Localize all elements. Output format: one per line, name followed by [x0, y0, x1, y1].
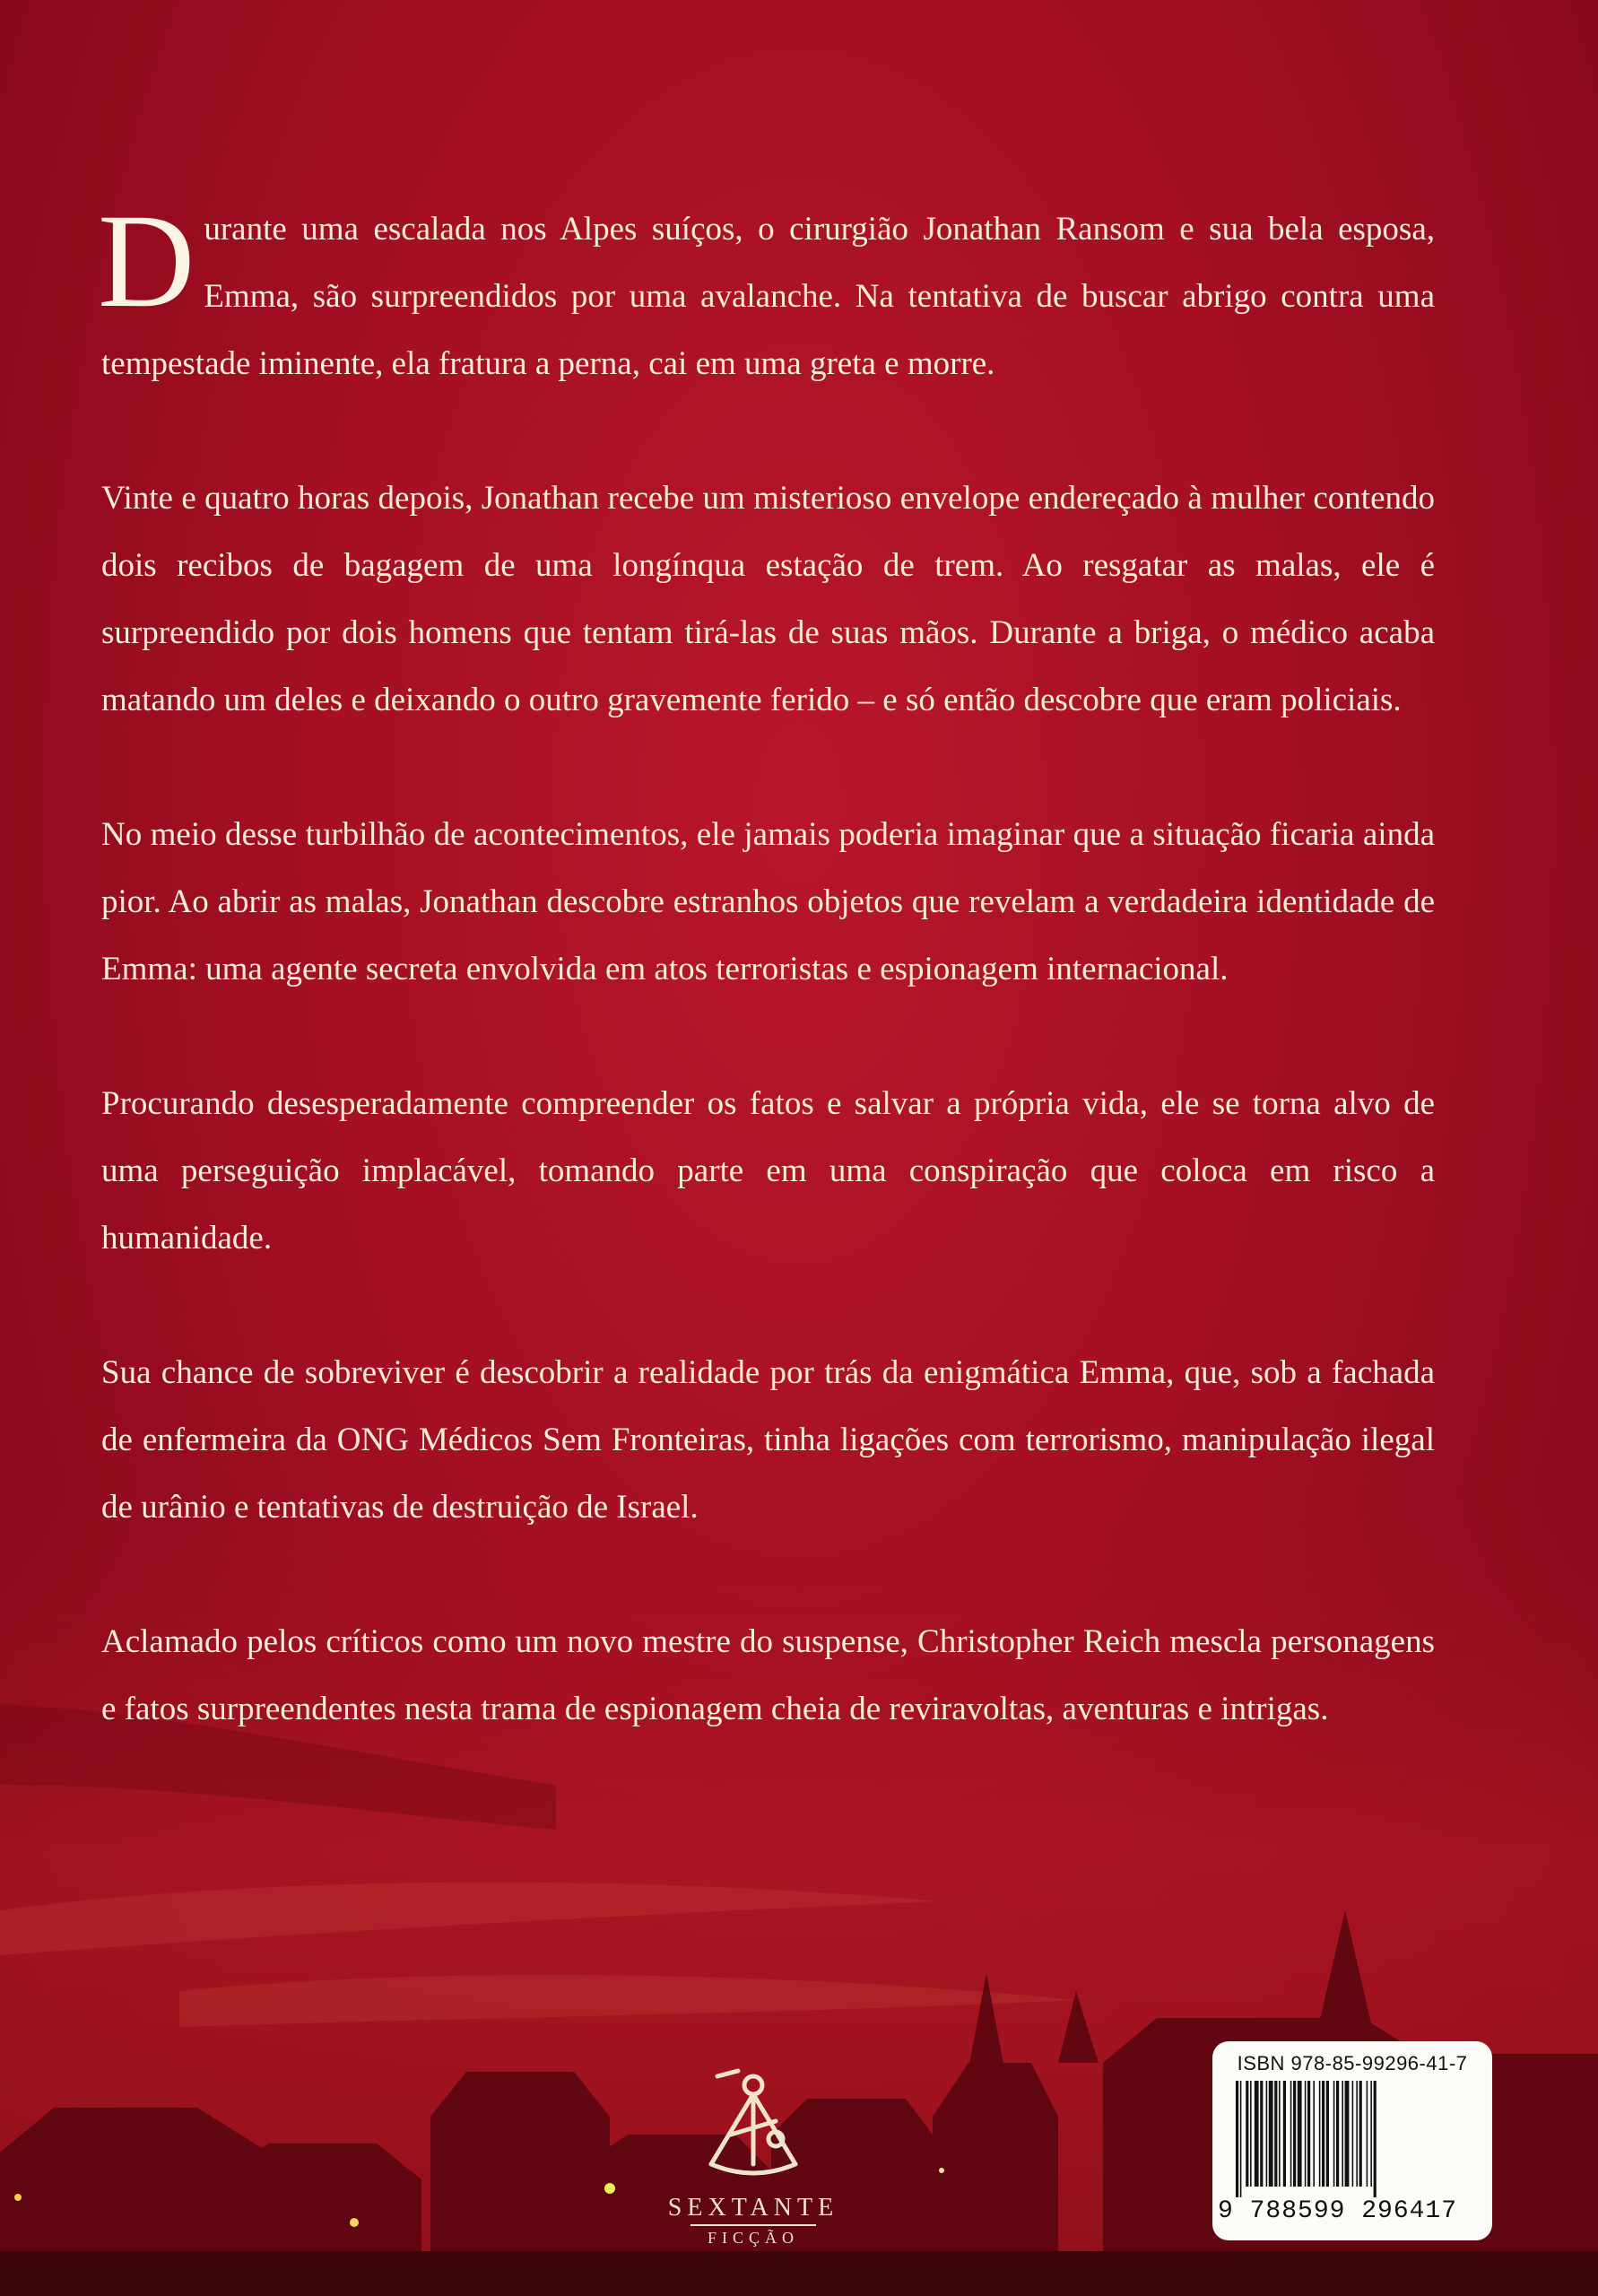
barcode-bar — [1374, 2081, 1377, 2197]
barcode-digits: 9 788599 296417 — [1218, 2197, 1458, 2225]
barcode-bar — [1293, 2081, 1296, 2187]
barcode-bar — [1333, 2081, 1335, 2187]
synopsis-paragraph-3: No meio desse turbilhão de acontecimentos, ele jamais poderia imaginar que a situação ficaria ainda pior. Ao abrir as malas, Jonathan descobre estranhos objetos que revelam a verdadeira identidade de Emma: uma agente secreta envolvida em atos terroristas e espionagem internacional. — [101, 816, 1435, 987]
barcode-bar — [1274, 2081, 1277, 2187]
barcode-bar — [1370, 2081, 1372, 2187]
barcode-bar — [1356, 2081, 1358, 2187]
barcode-bars — [1234, 2081, 1471, 2197]
barcode-bar — [1345, 2081, 1350, 2187]
synopsis-text — [98, 187, 1435, 1743]
publisher-name: SEXTANTE — [667, 2194, 839, 2222]
barcode-bar — [1305, 2081, 1307, 2187]
barcode-bar — [1290, 2081, 1292, 2187]
barcode-bar — [1246, 2081, 1248, 2187]
barcode-bar — [1269, 2081, 1273, 2187]
drop-cap: D — [98, 187, 195, 335]
barcode-bar — [1319, 2081, 1321, 2187]
barcode-bar — [1322, 2081, 1324, 2187]
synopsis-paragraph-1 — [98, 187, 1435, 397]
barcode-bar — [1352, 2081, 1354, 2187]
synopsis-paragraph-5: Sua chance de sobreviver é descobrir a realidade por trás da enigmática Emma, que, sob a fachada de enfermeira da ONG Médicos Sem Fronteiras, tinha ligações com terrorismo, manipulação ilegal de urânio e tentativas de destruição de Israel. — [101, 1354, 1435, 1526]
synopsis-paragraph-2: Vinte e quatro horas depois, Jonathan recebe um misterioso envelope endereçado à mulher contendo dois recibos de bagagem de uma longínqua estação de trem. Ao resgatar as malas, ele é surpreendido por dois homens que tentam tirá-las de suas mãos. Durante a briga, o médico acaba matando um deles e deixando o outro gravemente ferido – e só então descobre que eram policiais. — [101, 480, 1435, 718]
barcode-bar — [1240, 2081, 1242, 2197]
sextant-icon — [686, 2058, 821, 2193]
publisher-imprint: FICÇÃO — [690, 2224, 816, 2248]
barcode-bar — [1359, 2081, 1362, 2187]
synopsis-paragraph-4: Procurando desesperadamente compreender os fatos e salvar a própria vida, ele se torna alvo de uma perseguição implacável, tomando parte em uma conspiração que coloca em risco a humanidade. — [101, 1085, 1435, 1257]
barcode-bar — [1283, 2081, 1286, 2187]
barcode-bar — [1367, 2081, 1368, 2187]
synopsis-paragraph-6: Aclamado pelos críticos como um novo mestre do suspense, Christopher Reich mescla personagens e fatos surpreendentes nesta trama de espionagem cheia de reviravoltas, aventuras e intrigas. — [101, 1623, 1435, 1727]
barcode-bar — [1342, 2081, 1343, 2187]
publisher-logo — [655, 2058, 852, 2274]
isbn-barcode — [1212, 2041, 1492, 2240]
barcode-bar — [1336, 2081, 1339, 2187]
barcode-bar — [1255, 2081, 1259, 2187]
barcode-bar — [1313, 2081, 1315, 2187]
paragraph-1-text: urante uma escalada nos Alpes suíços, o cirurgião Jonathan Ransom e sua bela esposa, Emma, são surpreendidos por uma avalanche. Na tentativa de buscar abrigo contra uma tempestade iminente, ela fratura a perna, cai em uma greta e morre. — [101, 211, 1435, 382]
barcode-bar — [1260, 2081, 1263, 2187]
barcode-bar — [1298, 2081, 1302, 2187]
barcode-bar — [1326, 2081, 1329, 2187]
isbn-label: ISBN 978-85-99296-41-7 — [1237, 2052, 1468, 2074]
barcode-bar — [1307, 2081, 1310, 2187]
barcode-bar — [1266, 2081, 1268, 2187]
barcode-bar — [1279, 2081, 1281, 2187]
barcode-bar — [1236, 2081, 1238, 2197]
barcode-bar — [1250, 2081, 1252, 2187]
